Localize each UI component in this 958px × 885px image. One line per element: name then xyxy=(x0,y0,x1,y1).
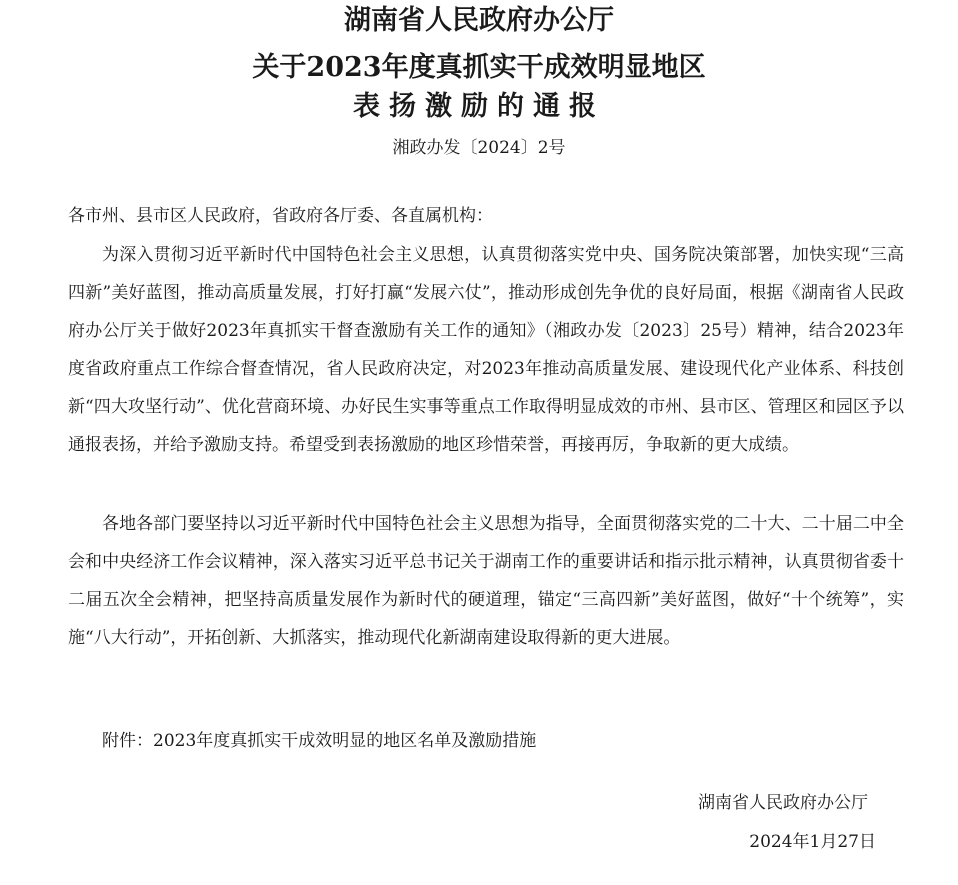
body-paragraph-1: 为深入贯彻习近平新时代中国特色社会主义思想，认真贯彻落实党中央、国务院决策部署，加快实现“三高四新”美好蓝图，推动高质量发展，打好打赢“发展六仗”，推动形成创先争优的良好局面，根据《湖南省人民政府办公厅关于做好2023年真抓实干督查激励有关工作的通知》（湘政办发〔2023〕25号）精神，结合2023年度省政府重点工作综合督查情况，省人民政府决定，对2023年推动高质量发展、建设现代化产业体系、科技创新“四大攻坚行动”、优化营商环境、办好民生实事等重点工作取得明显成效的市州、县市区、管理区和园区予以通报表扬，并给予激励支持。希望受到表扬激励的地区珍惜荣誉，再接再厉，争取新的更大成绩。 xyxy=(68,245,904,455)
attachment-note: 附件：2023年度真抓实干成效明显的地区名单及激励措施 xyxy=(102,731,537,751)
signature-organization: 湖南省人民政府办公厅 xyxy=(698,793,868,813)
document-title-line-3: 表扬激励的通报 xyxy=(353,91,605,122)
document-number: 湘政办发〔2024〕2号 xyxy=(392,138,566,158)
body-paragraph-2: 各地各部门要坚持以习近平新时代中国特色社会主义思想为指导，全面贯彻落实党的二十大、二十届二中全会和中央经济工作会议精神，深入落实习近平总书记关于湖南工作的重要讲话和指示批示精神，认真贯彻省委十二届五次全会精神，把坚持高质量发展作为新时代的硬道理，锚定“三高四新”美好蓝图，做好“十个统筹”，实施“八大行动”，开拓创新、大抓落实，推动现代化新湖南建设取得新的更大进展。 xyxy=(68,514,904,648)
signature-date: 2024年1月27日 xyxy=(749,832,876,852)
salutation: 各市州、县市区人民政府，省政府各厅委、各直属机构： xyxy=(68,206,493,226)
document-title-line-2: 关于2023年度真抓实干成效明显地区 xyxy=(252,52,706,83)
document-title-line-1: 湖南省人民政府办公厅 xyxy=(344,5,614,36)
